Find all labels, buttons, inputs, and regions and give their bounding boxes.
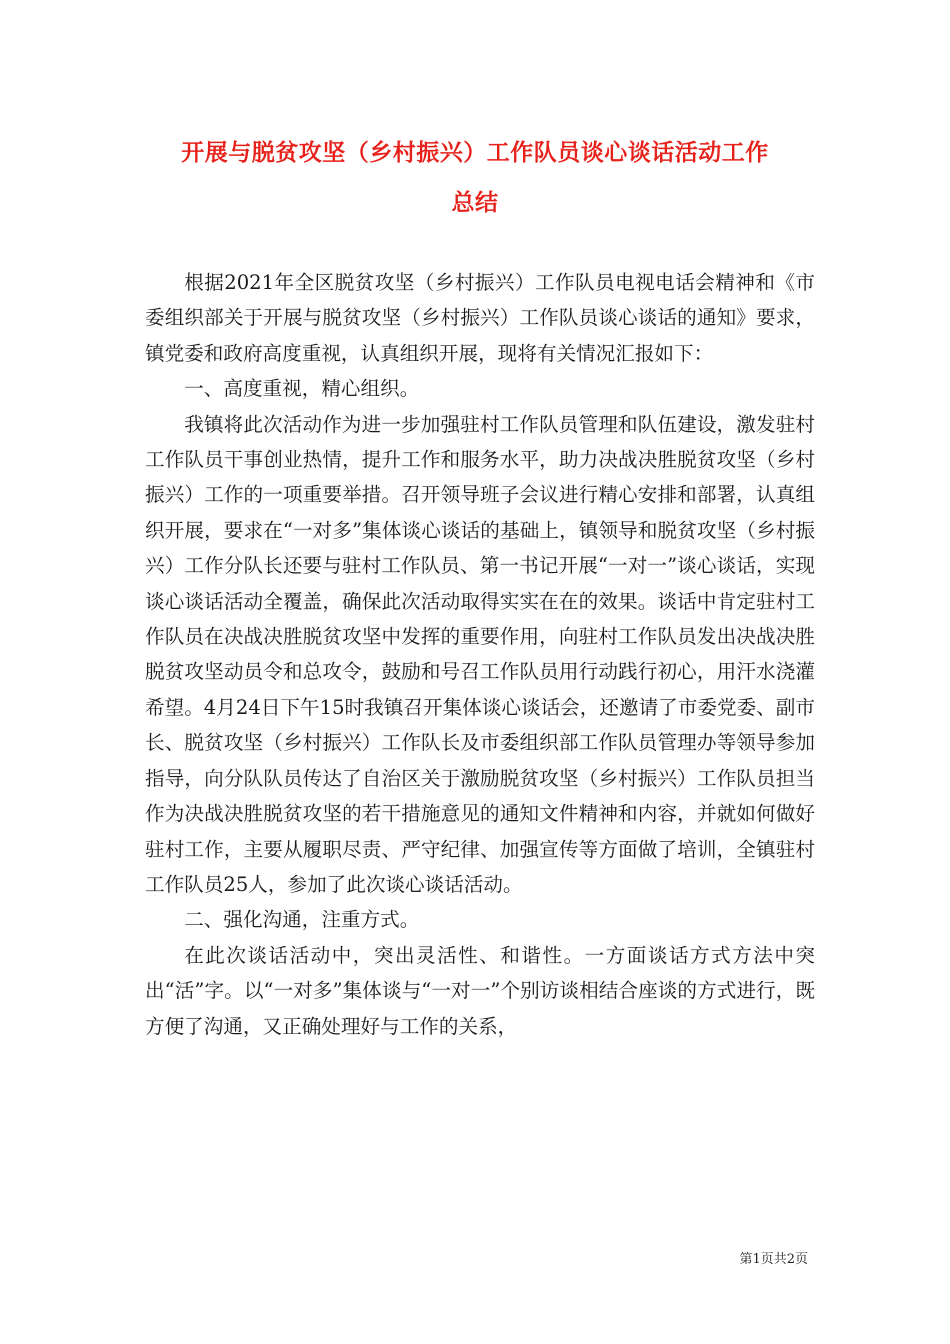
- paragraph-section-1: 我镇将此次活动作为进一步加强驻村工作队员管理和队伍建设，激发驻村工作队员干事创业热情，提升工作和服务水平，助力决战决胜脱贫攻坚（乡村振兴）工作的一项重要举措。召开领导班子会议进行精心安排和部署，认真组织开展，要求在“一对多”集体谈心谈话的基础上，镇领导和脱贫攻坚（乡村振兴）工作分队长还要与驻村工作队员、第一书记开展“一对一”谈心谈话，实现谈心谈话活动全覆盖，确保此次活动取得实实在在的效果。谈话中肯定驻村工作队员在决战决胜脱贫攻坚中发挥的重要作用，向驻村工作队员发出决战决胜脱贫攻坚动员令和总攻令，鼓励和号召工作队员用行动践行初心，用汗水浇灌希望。4月24日下午15时我镇召开集体谈心谈话会，还邀请了市委党委、副市长、脱贫攻坚（乡村振兴）工作队长及市委组织部工作队员管理办等领导参加指导，向分队队员传达了自治区关于激励脱贫攻坚（乡村振兴）工作队员担当作为决战决胜脱贫攻坚的若干措施意见的通知文件精神和内容，并就如何做好驻村工作，主要从履职尽责、严守纪律、加强宣传等方面做了培训，全镇驻村工作队员25人，参加了此次谈心谈话活动。: [145, 412, 815, 896]
- section-heading-1: 一、高度重视，精心组织。: [184, 377, 420, 401]
- document-title-line-1: 开展与脱贫攻坚（乡村振兴）工作队员谈心谈话活动工作: [181, 139, 769, 166]
- paragraph-section-2: 在此次谈话活动中，突出灵活性、和谐性。一方面谈话方式方法中突出“活”字。以“一对多”集体谈与“一对一”个别访谈相结合座谈的方式进行，既方便了沟通，又正确处理好与工作的关系，: [145, 943, 815, 1038]
- document-body: [145, 265, 815, 1044]
- document-title-line-2: 总结: [451, 189, 499, 216]
- page-number-footer: 第1页共2页: [739, 1252, 808, 1267]
- paragraph-intro: 根据2021年全区脱贫攻坚（乡村振兴）工作队员电视电话会精神和《市委组织部关于开展与脱贫攻坚（乡村振兴）工作队员谈心谈话的通知》要求，镇党委和政府高度重视，认真组织开展，现将有关情况汇报如下：: [145, 271, 815, 365]
- section-heading-2: 二、强化沟通，注重方式。: [184, 908, 420, 932]
